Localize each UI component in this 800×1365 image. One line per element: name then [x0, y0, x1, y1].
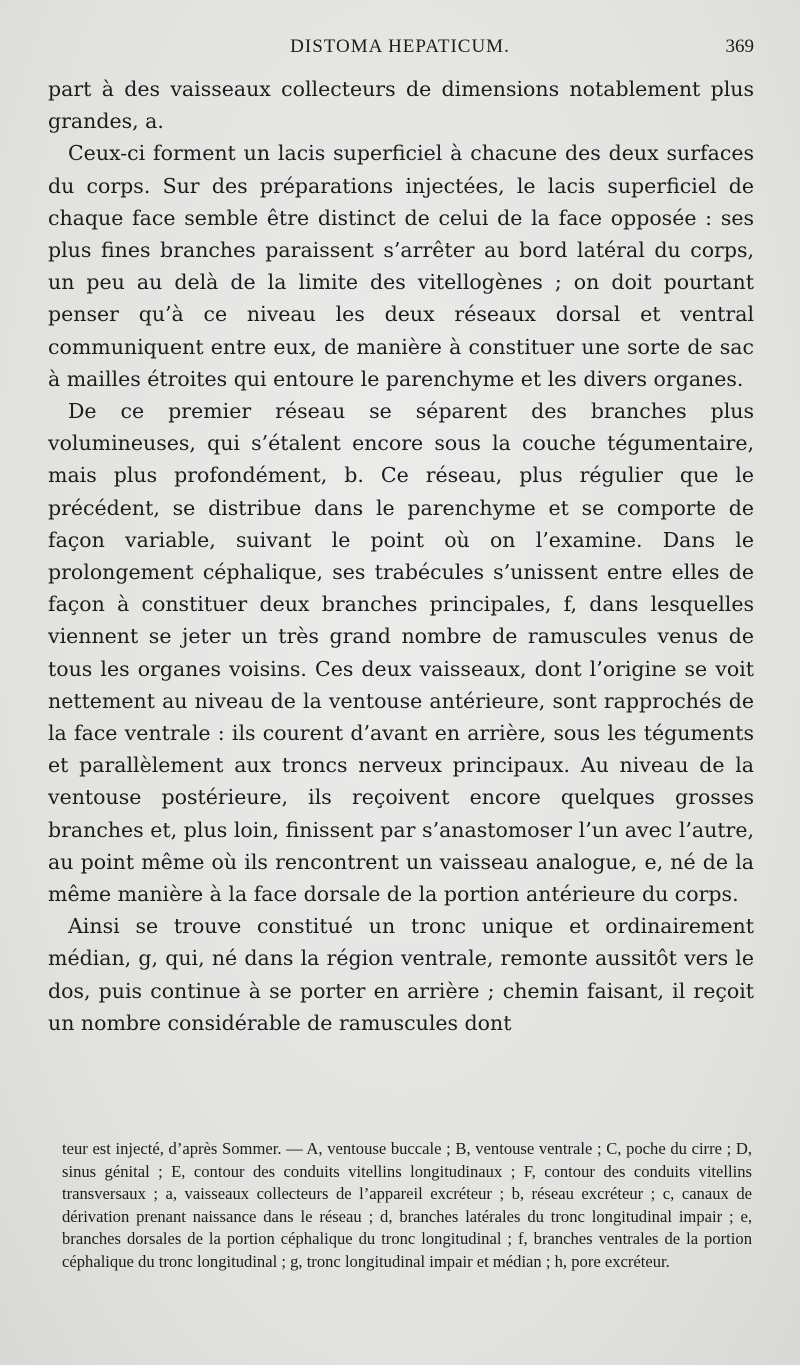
paragraph-continuation: part à des vaisseaux collecteurs de dimensions notablement plus grandes, a. [48, 77, 754, 134]
paragraph: Ceux-ci forment un lacis superficiel à chacune des deux surfaces du corps. Sur des préparations injectées, le lacis superficiel de chaque face semble être distinct de celui de la face opposée : ses plus fines branches paraissent s’arrêter au bord latéral du corps, un peu au delà de la limite des vitellogènes ; on doit pourtant penser qu’à ce niveau les deux réseaux dorsal et ventral communiquent entre eux, de manière à constituer une sorte de sac à mailles étroites qui entoure le parenchyme et les divers organes. [48, 141, 754, 391]
body-text [48, 73, 754, 1039]
running-title: DISTOMA HEPATICUM. [290, 36, 510, 57]
paragraph: De ce premier réseau se séparent des branches plus volumineuses, qui s’étalent encore sous la couche tégumentaire, mais plus profondément, b. Ce réseau, plus régulier que le précédent, se distribue dans le parenchyme et se comporte de façon variable, suivant le point où on l’examine. Dans le prolongement céphalique, ses trabécules s’unissent entre elles de façon à constituer deux branches principales, f, dans lesquelles viennent se jeter un très grand nombre de ramuscules venus de tous les organes voisins. Ces deux vaisseaux, dont l’origine se voit nettement au niveau de la ventouse antérieure, sont rapprochés de la face ventrale : ils courent d’avant en arrière, sous les téguments et parallèlement aux troncs nerveux principaux. Au niveau de la ventouse postérieure, ils reçoivent encore quelques grosses branches et, plus loin, finissent par s’anastomoser l’un avec l’autre, au point même où ils rencontrent un vaisseau analogue, e, né de la même manière à la face dorsale de la portion antérieure du corps. [48, 399, 754, 907]
paragraph: Ainsi se trouve constitué un tronc unique et ordinairement médian, g, qui, né dans la région ventrale, remonte aussitôt vers le dos, puis continue à se porter en arrière ; chemin faisant, il reçoit un nombre considérable de ramuscules dont [48, 914, 754, 1035]
figure-caption-footnote [62, 1138, 752, 1274]
footnote-text: teur est injecté, d’après Sommer. — A, ventouse buccale ; B, ventouse ventrale ; C, poche du cirre ; D, sinus génital ; E, contour des conduits vitellins longitudinaux ; F, contour des conduits vitellins transversaux ; a, vaisseaux collecteurs de l’appareil excréteur ; b, réseau excréteur ; c, canaux de dérivation prenant naissance dans le réseau ; d, branches latérales du tronc longitudinal impair ; e, branches dorsales de la portion céphalique du tronc longitudinal ; f, branches ventrales de la portion céphalique du tronc longitudinal ; g, tronc longitudinal impair et médian ; h, pore excréteur. [62, 1139, 752, 1271]
page-number: 369 [725, 36, 754, 57]
page-header [0, 36, 800, 62]
